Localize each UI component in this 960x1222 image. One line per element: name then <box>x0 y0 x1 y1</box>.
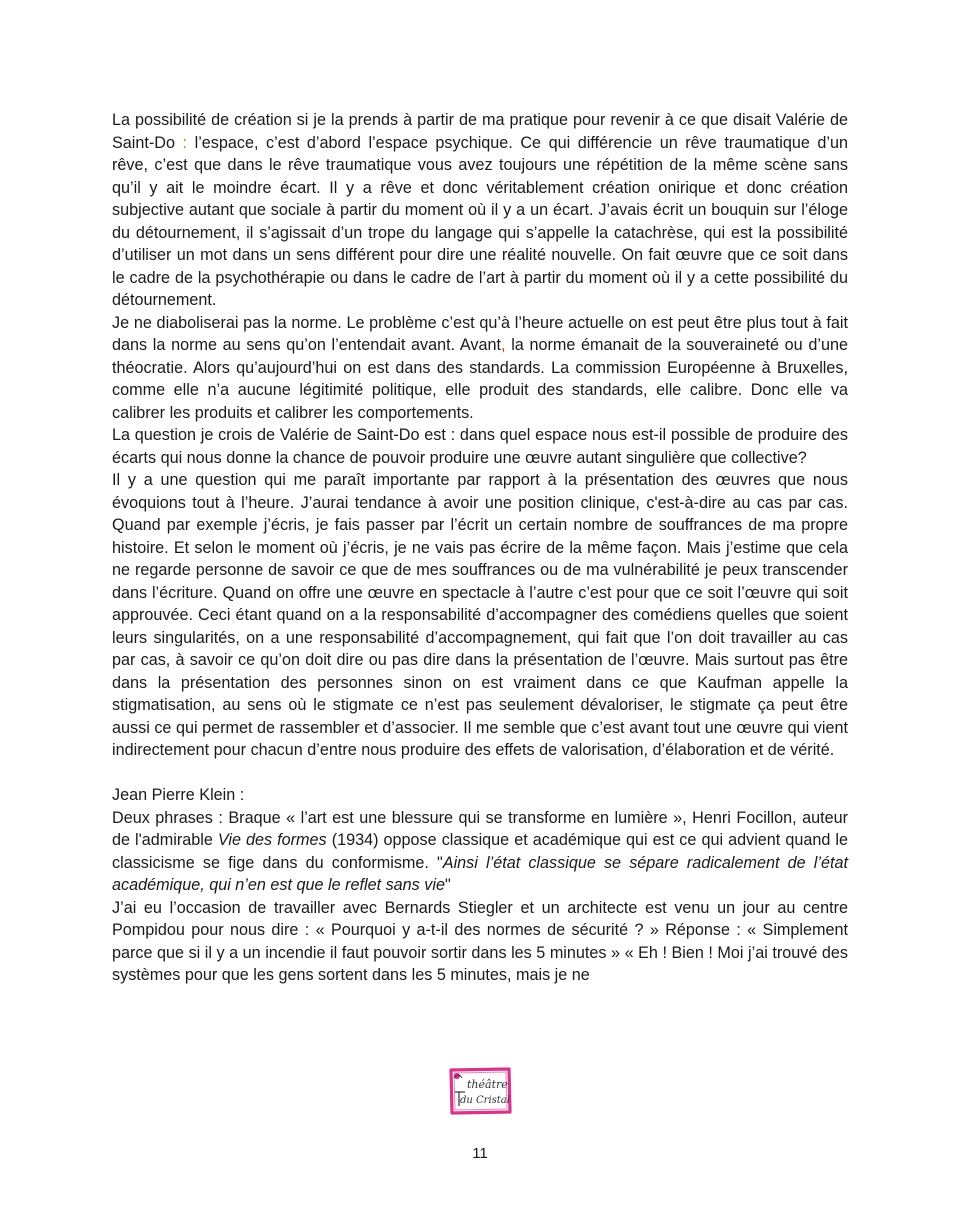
svg-text:théâtre: théâtre <box>467 1078 508 1091</box>
document-body <box>112 109 848 987</box>
book-title: Vie des formes <box>217 831 327 849</box>
logo-image <box>447 1066 515 1116</box>
paragraph-question: La question je crois de Valérie de Saint-Do est : dans quel espace nous est-il possible de produire des écarts qui nous donne la chance de pouvoir produire une œuvre autant singulière que collective? <box>112 426 848 467</box>
paragraph-presentation: Il y a une question qui me paraît importante par rapport à la présentation des œuvres que nous évoquions tout à l’heure. J’aurai tendance à avoir une position clinique, c'est-à-dire au cas par cas. Quand par exemple j’écris, je fais passer par l’écrit un certain nombre de souffrances de ma propre histoire. Et selon le moment où j’écris, je ne vais pas écrire de la même façon. Mais j’estime que cela ne regarde personne de savoir ce que de mes souffrances ou de ma vulnérabilité je peux transcender dans l’écriture. Quand on offre une œuvre en spectacle à l’autre c’est pour que ce soit l’œuvre qui soit approuvée. Ceci étant quand on a la responsabilité d’accompagner des comédiens quelles que soient leurs singularités, on a une responsabilité d’accompagnement, qui fait que l’on doit travailler au cas par cas, à savoir ce qu’on doit dire ou pas dire dans la présentation de l’œuvre. Mais surtout pas être dans la présentation des personnes sinon on est vraiment dans ce que Kaufman appelle la stigmatisation, au sens où le stigmate ce n’est pas seulement dévaloriser, le stigmate ça peut être aussi ce qui permet de rassembler et d’associer. Il me semble que c’est avant tout une œuvre qui vient indirectement pour chacun d’entre nous produire des effets de valorisation, d’élaboration et de vérité. <box>112 471 848 759</box>
comma-highlight: , <box>501 336 506 354</box>
paragraph-norme: Je ne diaboliserai pas la norme. Le problème c’est qu’à l’heure actuelle on est peut être plus tout à fait dans la norme au sens qu’on l’entendait avant. Avant, la norme émanait de la souveraineté ou d’une théocratie. Alors qu’aujourd’hui on est dans des standards. La commission Européenne à Bruxelles, comme elle n’a aucune légitimité politique, elle produit des standards, elle calibre. Donc elle va calibrer les produits et calibrer les comportements. <box>112 313 848 422</box>
paragraph-braque: Deux phrases : Braque « l’art est une blessure qui se transforme en lumière », Henri Focillon, auteur de l'admirable Vie des formes (1934) oppose classique et académique qui est ce qui advient quand le classicisme se fige dans du conformisme. "Ainsi l’état classique se sépare radicalement de l’état académique, qui n’en est que le reflet sans vie" <box>112 808 848 894</box>
svg-text:du Cristal: du Cristal <box>460 1095 510 1106</box>
paragraph-gap <box>112 762 848 785</box>
theatre-du-cristal-logo <box>447 1066 515 1116</box>
paragraph-stiegler: J’ai eu l’occasion de travailler avec Bernards Stiegler et un architecte est venu un jour au centre Pompidou pour nous dire : « Pourquoi y a-t-il des normes de sécurité ? » Réponse : « Simplement parce que si il y a un incendie il faut pouvoir sortir dans les 5 minutes » « Eh ! Bien ! Moi j’ai trouvé des systèmes pour que les gens sortent dans les 5 minutes, mais je ne <box>112 898 848 984</box>
colon-highlight: : <box>174 133 188 152</box>
speaker-label: Jean Pierre Klein : <box>112 786 245 804</box>
paragraph-creation: La possibilité de création si je la prends à partir de ma pratique pour revenir à ce que disait Valérie de Saint-Do : l’espace, c’est d’abord l’espace psychique. Ce qui différencie un rêve traumatique d’un rêve, c’est que dans le rêve traumatique vous avez toujours une répétition de la même scène sans qu’il y ait le moindre écart. Il y a rêve et donc véritablement création onirique et donc création subjective autant que sociale à partir du moment où il y a un écart. J’avais écrit un bouquin sur l’éloge du détournement, il s’agissait d’un trope du langage qui s’appelle la catachrèse, qui est la possibilité d’utiliser un mot dans un sens différent pour dire une réalité nouvelle. On fait œuvre que ce soit dans le cadre de la psychothérapie ou dans le cadre de l’art à partir du moment où il y a cette possibilité du détournement. <box>112 111 848 309</box>
focillon-quote: Ainsi l’état classique se sépare radicalement de l’état académique, qui n’en est que le reflet sans vie <box>112 853 848 894</box>
page-number: 11 <box>472 1145 488 1162</box>
